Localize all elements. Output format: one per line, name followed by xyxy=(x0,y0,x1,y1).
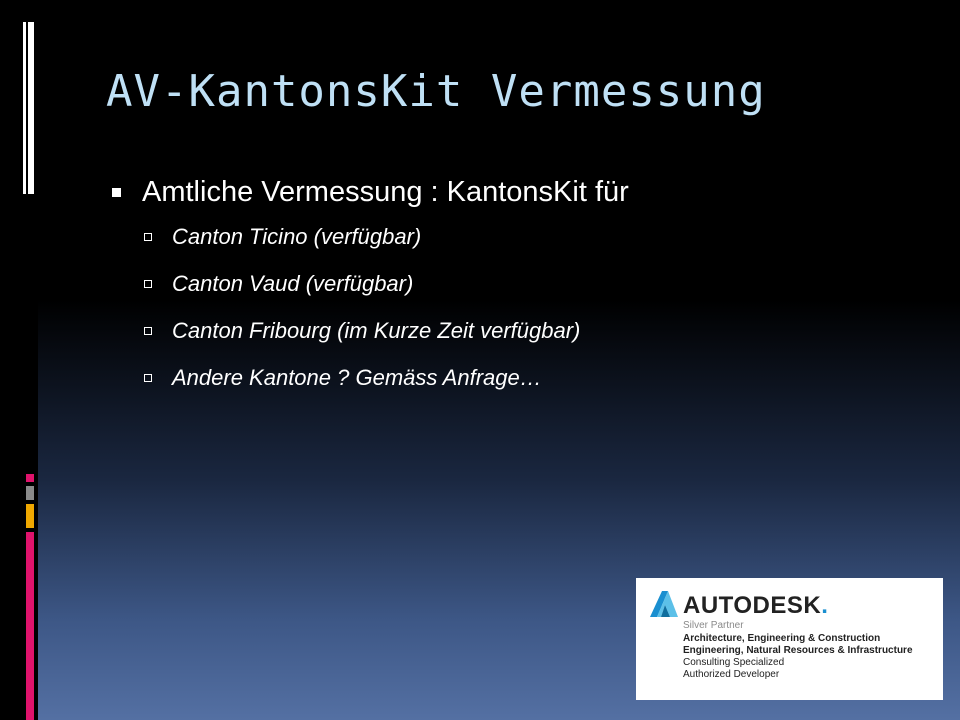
decorative-bars xyxy=(0,0,38,720)
brand-text: AUTODESK xyxy=(683,592,822,619)
sub-bullet-item xyxy=(144,316,912,346)
sub-bullet-item xyxy=(144,269,912,299)
square-bullet-icon xyxy=(112,188,121,197)
brand-dot: . xyxy=(821,592,829,619)
bullet-text: Amtliche Vermessung : KantonsKit für xyxy=(142,175,629,208)
hollow-square-bullet-icon xyxy=(144,233,152,241)
bullet-item xyxy=(112,172,912,212)
sub-bullet-text: Canton Vaud (verfügbar) xyxy=(172,271,414,296)
sub-bullet-item xyxy=(144,222,912,252)
logo-brand xyxy=(683,592,828,620)
specialization-line: Consulting Specialized xyxy=(683,657,785,668)
hollow-square-bullet-icon xyxy=(144,280,152,288)
partner-level: Silver Partner xyxy=(683,620,744,631)
specialization-line: Engineering, Natural Resources & Infrastructure xyxy=(683,645,913,656)
partner-specializations xyxy=(683,633,913,681)
bullet-list xyxy=(112,172,912,410)
sub-bullet-text: Andere Kantone ? Gemäss Anfrage… xyxy=(172,365,542,390)
hollow-square-bullet-icon xyxy=(144,327,152,335)
sub-bullet-text: Canton Ticino (verfügbar) xyxy=(172,224,422,249)
autodesk-a-icon xyxy=(650,591,678,617)
sub-bullet-item xyxy=(144,363,912,393)
specialization-line: Architecture, Engineering & Construction xyxy=(683,633,881,644)
sub-bullet-text: Canton Fribourg (im Kurze Zeit verfügbar) xyxy=(172,318,581,343)
hollow-square-bullet-icon xyxy=(144,374,152,382)
specialization-line: Authorized Developer xyxy=(683,669,780,680)
autodesk-partner-logo xyxy=(636,578,943,700)
slide-title: AV-KantonsKit Vermessung xyxy=(106,66,766,117)
